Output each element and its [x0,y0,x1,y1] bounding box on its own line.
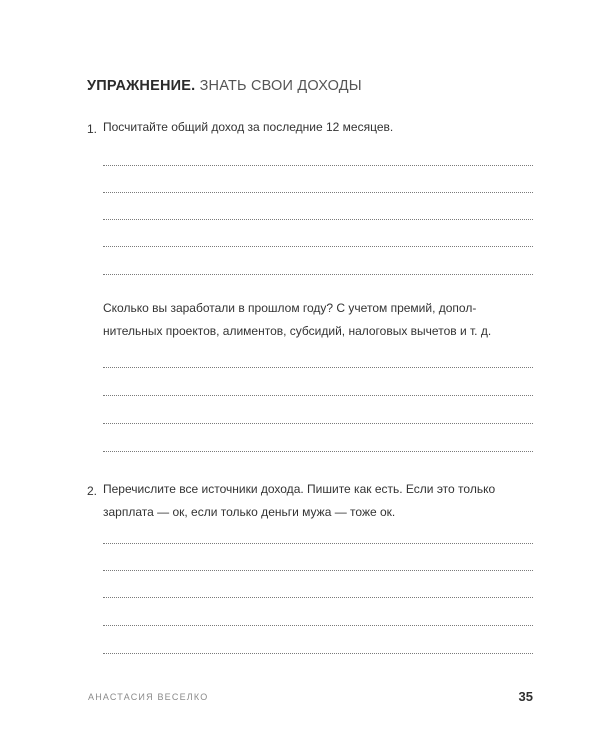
task-2-number: 2. [87,484,98,498]
answer-line[interactable] [103,625,533,626]
answer-line[interactable] [103,653,533,654]
page-number: 35 [518,689,533,704]
task-1-hint [103,297,535,343]
answer-line[interactable] [103,219,533,220]
answer-line[interactable] [103,570,533,571]
answer-line[interactable] [103,165,533,166]
answer-line[interactable] [103,246,533,247]
exercise-heading [87,78,362,94]
answer-line[interactable] [103,423,533,424]
footer-author: АНАСТАСИЯ ВЕСЕЛКО [88,692,209,702]
answer-line[interactable] [103,395,533,396]
task-1-hint-text: Сколько вы заработали в прошлом году? С учетом премий, допол-нительных проектов, алиментов, субсидий, налоговых вычетов и т. д. [103,301,492,338]
answer-line[interactable] [103,192,533,193]
task-1-number: 1. [87,122,98,136]
exercise-label: УПРАЖНЕНИЕ. [87,78,196,94]
answer-line[interactable] [103,543,533,544]
answer-line[interactable] [103,451,533,452]
task-1-text: Посчитайте общий доход за последние 12 месяцев. [103,120,394,134]
answer-line[interactable] [103,597,533,598]
task-2-text: Перечислите все источники дохода. Пишите как есть. Если это только зарплата — ок, если только деньги мужа — тоже ок. [103,482,496,519]
exercise-title: ЗНАТЬ СВОИ ДОХОДЫ [195,78,362,94]
answer-line[interactable] [103,367,533,368]
answer-line[interactable] [103,274,533,275]
